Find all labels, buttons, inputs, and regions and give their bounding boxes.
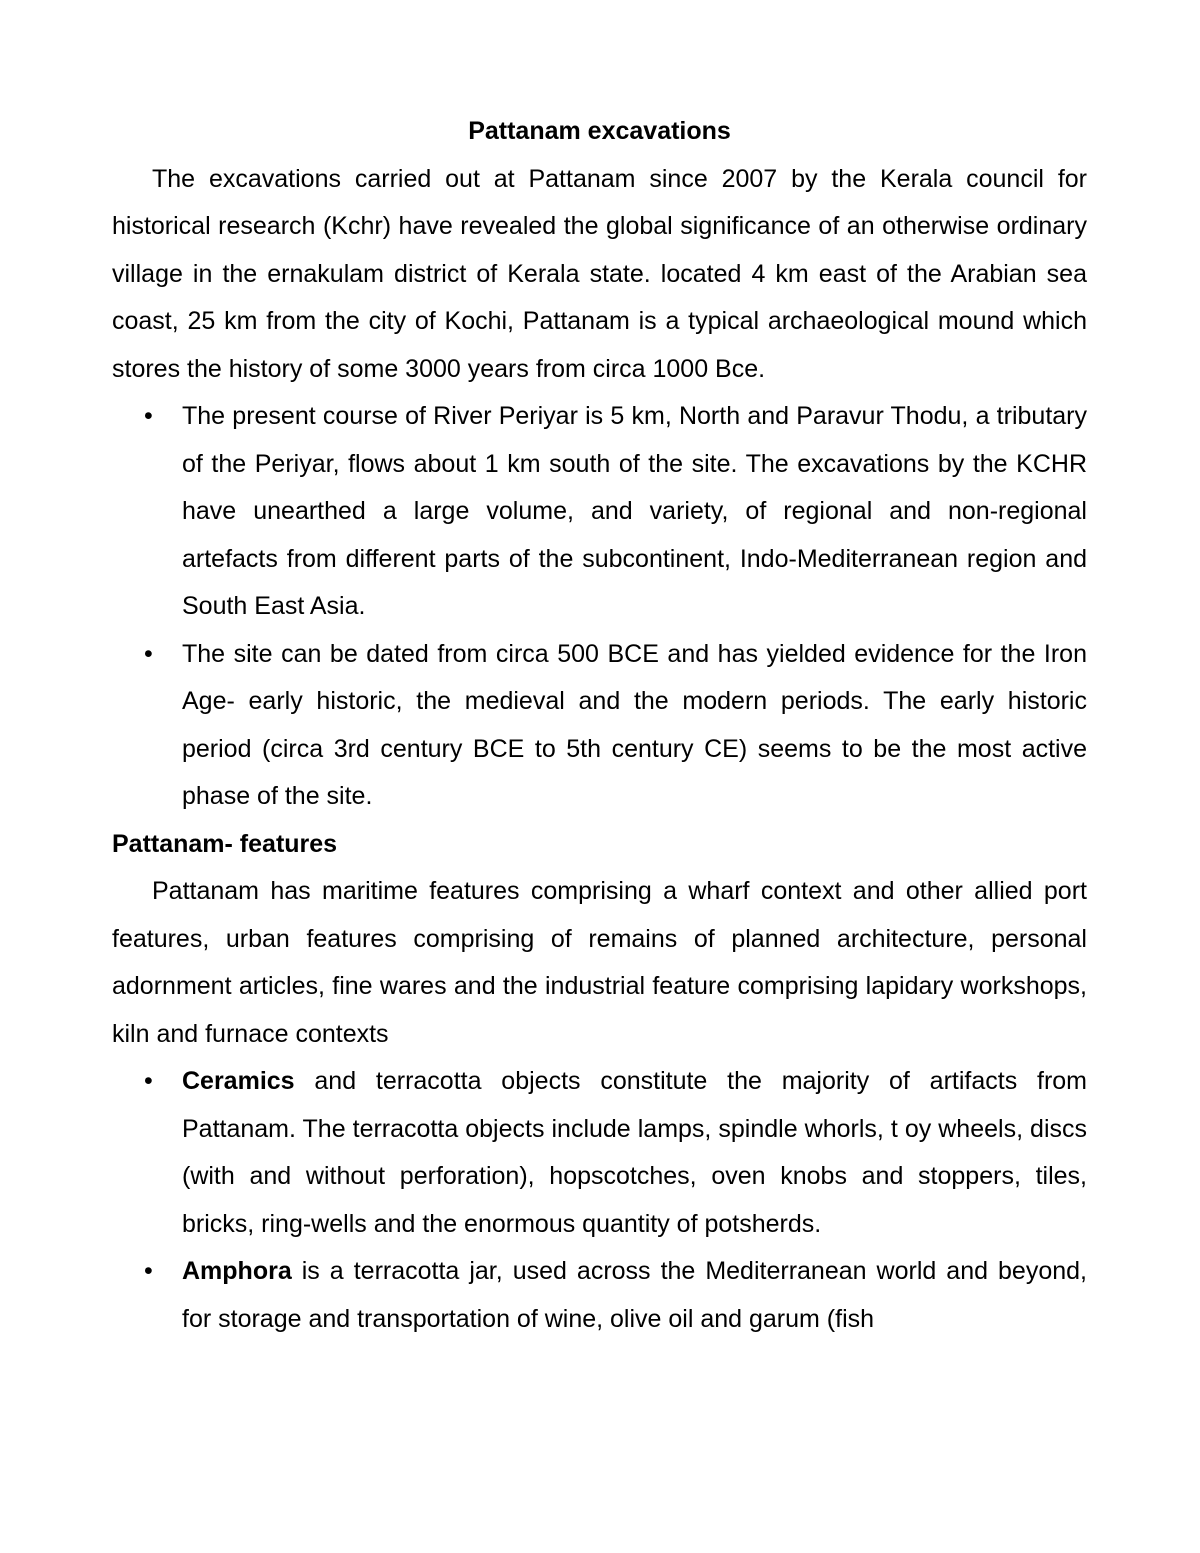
- bullet-marker: •: [144, 1067, 153, 1095]
- list-item-text: The site can be dated from circa 500 BCE and has yielded evidence for the Iron Age- early historic, the medieval and the modern periods. The early historic period (circa 3rd century BCE to 5th century CE) seems to be the most active phase of the site.: [182, 639, 1087, 810]
- bullet-marker: •: [144, 639, 153, 668]
- features-bullet-list: [112, 1058, 1087, 1343]
- list-item-lead: Ceramics: [182, 1067, 295, 1095]
- list-item: [144, 393, 1087, 631]
- intro-bullet-list: [112, 393, 1087, 821]
- list-item-text: and terracotta objects constitute the majority of artifacts from Pattanam. The terracotta objects include lamps, spindle whorls, t oy wheels, discs (with and without perforation), hopscotches, oven knobs and stoppers, tiles, bricks, ring-wells and the enormous quantity of potsherds.: [182, 1067, 1087, 1238]
- list-item: [144, 1058, 1087, 1248]
- list-item-text: is a terracotta jar, used across the Mediterranean world and beyond, for storage and transportation of wine, olive oil and garum (fish: [182, 1257, 1087, 1333]
- features-paragraph: Pattanam has maritime features comprising a wharf context and other allied port features, urban features comprising of remains of planned architecture, personal adornment articles, fine wares and the industrial feature comprising lapidary workshops, kiln and furnace contexts: [112, 877, 1087, 1048]
- features-heading: Pattanam- features: [112, 829, 338, 858]
- list-item-lead: Amphora: [182, 1257, 292, 1285]
- bullet-marker: •: [144, 402, 153, 430]
- document-page: [112, 108, 1087, 1343]
- document-title: Pattanam excavations: [468, 117, 731, 145]
- list-item-text: The present course of River Periyar is 5 km, North and Paravur Thodu, a tributary of the Periyar, flows about 1 km south of the site. The excavations by the KCHR have unearthed a large volume, and variety, of regional and non-regional artefacts from different parts of the subcontinent, Indo-Mediterranean region and South East Asia.: [182, 402, 1087, 620]
- list-item: [144, 631, 1087, 821]
- bullet-marker: •: [144, 1257, 153, 1285]
- list-item: [144, 1248, 1087, 1343]
- intro-paragraph: The excavations carried out at Pattanam since 2007 by the Kerala council for historical research (Kchr) have revealed the global significance of an otherwise ordinary village in the ernakulam district of Kerala state. located 4 km east of the Arabian sea coast, 25 km from the city of Kochi, Pattanam is a typical archaeological mound which stores the history of some 3000 years from circa 1000 Bce.: [112, 164, 1087, 383]
